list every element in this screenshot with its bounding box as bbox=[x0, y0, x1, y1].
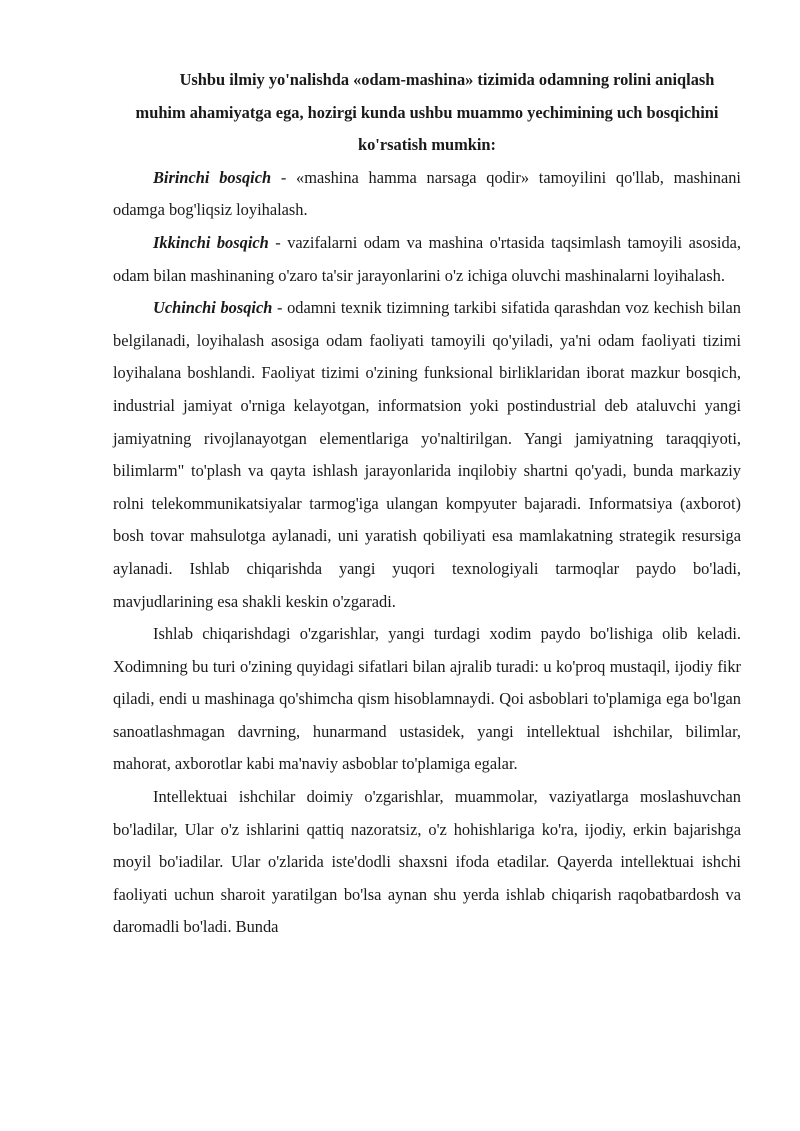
paragraph-stage-1 bbox=[113, 162, 741, 227]
stage-1-text: - «mashina hamma narsaga qodir» tamoyilini qo'llab, mashinani odamga bog'liqsiz loyihalash. bbox=[113, 167, 741, 220]
stage-2-text: - vazifalarni odam va mashina o'rtasida taqsimlash tamoyili asosida, odam bilan mashinaning o'zaro ta'sir jarayonlarini o'z ichiga oluvchi mashinalarni loyihalash. bbox=[113, 232, 742, 285]
intellectual-workers-text: Intellektuai ishchilar doimiy o'zgarishlar, muammolar, vaziyatlarga moslashuvchan bo'ladilar, Ular o'z ishlarini qattiq nazoratsiz, o'z hohishlariga ko'ra, ijodiy, erkin bajarishga moyil bo'iadilar. Ular o'zlarida iste'dodli shaxsni ifoda etadilar. Qayerda intellektuai ishchi faoliyati uchun sharoit yaratilgan bo'lsa aynan shu yerda ishlab chiqarish raqobatbardosh va daromadli bo'ladi. Bunda bbox=[113, 787, 741, 937]
stage-3-label: Uchinchi bosqich bbox=[153, 298, 273, 318]
paragraph-stage-3 bbox=[113, 292, 741, 618]
stage-3-text: - odamni texnik tizimning tarkibi sifatida qarashdan voz kechish bilan belgilanadi, loyihalash asosiga odam faoliyati tamoyili qo'yiladi, ya'ni odam faoliyati tizimi loyihalana boshlandi. Faoliyat tizimi o'zining funksional birliklaridan iborat mazkur bosqich, industrial jamiyat o'rniga kelayotgan, informatsion yoki postindustrial deb ataluvchi yangi jamiyatning rivojlanayotgan elementlariga yo'naltirilgan. Yangi jamiyatning taraqqiyoti, bilimlarm" to'plash va qayta ishlash jarayonlarida inqilobiy shartni qo'yadi, bunda markaziy rolni telekommunikatsiyalar tarmog'iga ulangan kompyuter bajaradi. Informatsiya (axborot) bosh tovar mahsulotga aylanadi, uni yaratish qobiliyati esa mamlakatning strategik resursiga aylanadi. Ishlab chiqarishda yangi yuqori texnologiyali tarmoqlar paydo bo'ladi, mavjudlarining esa shakli keskin o'zgaradi. bbox=[113, 298, 741, 611]
section-heading: Ushbu ilmiy yo'nalishda «odam-mashina» tizimida odamning rolini aniqlash muhim ahamiyatga ega, hozirgi kunda ushbu muammo yechimining uch bosqichini ko'rsatish mumkin: bbox=[135, 70, 719, 155]
paragraph-production-changes bbox=[113, 618, 741, 781]
document-page bbox=[113, 64, 741, 944]
stage-1-label: Birinchi bosqich bbox=[153, 167, 272, 187]
stage-2-label: Ikkinchi bosqich bbox=[153, 232, 269, 252]
production-changes-text: Ishlab chiqarishdagi o'zgarishlar, yangi turdagi xodim paydo bo'lishiga olib keladi. Xodimning bu turi o'zining quyidagi sifatlari bilan ajralib turadi: u ko'proq mustaqil, ijodiy fikr qiladi, endi u mashinaga qo'shimcha qism hisoblamnaydi. Qoi asboblari to'plamiga ega bo'lgan sanoatlashmagan davrning, hunarmand ustasidek, yangi intellektual ishchilar, bilimlar, mahorat, axborotlar kabi ma'naviy asboblar to'plamiga egalar. bbox=[113, 624, 741, 774]
paragraph-stage-2 bbox=[113, 227, 741, 292]
paragraph-intellectual-workers bbox=[113, 781, 741, 944]
